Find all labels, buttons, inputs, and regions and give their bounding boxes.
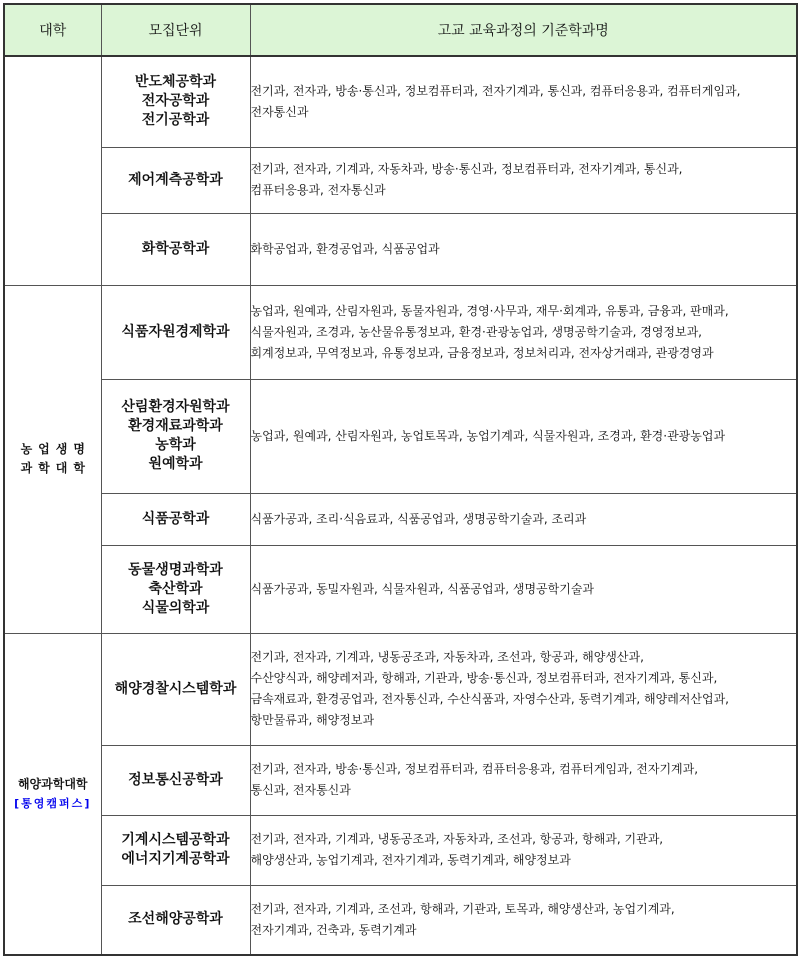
course-list-line: 컴퓨터응용과, 전자통신과 bbox=[250, 183, 386, 197]
table-row bbox=[4, 213, 797, 285]
course-list-cell bbox=[250, 213, 797, 285]
table-body bbox=[4, 56, 797, 955]
course-list-line: 전기과, 전자과, 방송·통신과, 정보컴퓨터과, 컴퓨터응용과, 컴퓨터게임과, 전자기계과, bbox=[250, 762, 699, 776]
course-list-line: 화학공업과, 환경공업과, 식품공업과 bbox=[250, 241, 440, 256]
campus-label: [통영캠퍼스] bbox=[14, 796, 92, 810]
course-list-cell bbox=[250, 545, 797, 633]
recruit-unit-cell bbox=[101, 815, 250, 885]
table-row bbox=[4, 885, 797, 955]
recruit-unit-name: 축산학과 bbox=[148, 580, 203, 597]
course-list-line: 금속재료과, 환경공업과, 전자통신과, 수산식품과, 자영수산과, 동력기계과, 해양레저산업과, bbox=[250, 692, 729, 706]
college-name-line: 과학대학 bbox=[20, 461, 91, 475]
recruit-unit-name: 동물생명과학과 bbox=[128, 561, 223, 578]
recruit-unit-name: 화학공학과 bbox=[141, 240, 210, 257]
course-list-cell bbox=[250, 147, 797, 213]
course-list-line: 전기과, 전자과, 방송·통신과, 정보컴퓨터과, 전자기계과, 통신과, 컴퓨터응용과, 컴퓨터게임과, bbox=[250, 83, 741, 98]
course-list-cell bbox=[250, 815, 797, 885]
recruit-unit-name: 전기공학과 bbox=[141, 112, 210, 129]
course-list-line: 항만물류과, 해양정보과 bbox=[250, 713, 375, 727]
table-row bbox=[4, 633, 797, 745]
recruit-unit-name: 조선해양공학과 bbox=[128, 911, 223, 928]
table-row bbox=[4, 745, 797, 815]
course-list-cell bbox=[250, 493, 797, 545]
course-list-line: 전자통신과 bbox=[250, 104, 309, 119]
header-college: 대학 bbox=[4, 4, 101, 56]
course-list-cell bbox=[250, 285, 797, 379]
recruit-unit-cell bbox=[101, 545, 250, 633]
table-row bbox=[4, 147, 797, 213]
recruit-unit-cell bbox=[101, 885, 250, 955]
recruit-unit-name: 원예학과 bbox=[148, 456, 203, 472]
recruit-unit-name: 에너지기계공학과 bbox=[121, 851, 230, 867]
recruit-unit-name: 식품공학과 bbox=[141, 510, 210, 527]
table-row bbox=[4, 815, 797, 885]
table-header-row bbox=[4, 4, 797, 56]
recruit-unit-cell bbox=[101, 147, 250, 213]
recruit-unit-name: 반도체공학과 bbox=[134, 74, 217, 91]
course-list-line: 해양생산과, 농업기계과, 전자기계과, 동력기계과, 해양정보과 bbox=[250, 853, 571, 867]
table-row bbox=[4, 56, 797, 147]
course-list-cell bbox=[250, 379, 797, 493]
recruit-unit-name: 전자공학과 bbox=[141, 93, 210, 110]
course-list-line: 수산양식과, 해양레저과, 항해과, 기관과, 방송·통신과, 정보컴퓨터과, 전자기계과, 통신과, bbox=[250, 671, 718, 685]
table-row bbox=[4, 493, 797, 545]
recruit-unit-name: 제어계측공학과 bbox=[128, 171, 223, 188]
recruit-unit-cell bbox=[101, 633, 250, 745]
college-name-line: 해양과학대학 bbox=[17, 776, 88, 791]
recruit-unit-name: 식품자원경제학과 bbox=[121, 323, 230, 340]
recruit-unit-name: 산림환경자원학과 bbox=[121, 399, 230, 415]
header-courses: 고교 교육과정의 기준학과명 bbox=[250, 4, 797, 56]
course-list-line: 전기과, 전자과, 기계과, 자동차과, 방송·통신과, 정보컴퓨터과, 전자기계과, 통신과, bbox=[250, 162, 683, 176]
course-list-cell bbox=[250, 56, 797, 147]
course-list-line: 식품가공과, 동밀자원과, 식물자원과, 식품공업과, 생명공학기술과 bbox=[250, 581, 595, 596]
course-list-line: 식물자원과, 조경과, 농산물유통정보과, 환경·관광농업과, 생명공학기술과, 경영정보과, bbox=[250, 324, 702, 339]
recruit-unit-name: 식물의학과 bbox=[141, 599, 210, 616]
course-list-line: 식품가공과, 조리·식음료과, 식품공업과, 생명공학기술과, 조리과 bbox=[250, 511, 587, 526]
course-list-cell bbox=[250, 633, 797, 745]
college-name-line: 농업생명 bbox=[20, 442, 91, 456]
table-row bbox=[4, 545, 797, 633]
course-list-line: 회계정보과, 무역정보과, 유통정보과, 금융정보과, 정보처리과, 전자상거래과, 관광경영과 bbox=[250, 345, 714, 360]
table-row bbox=[4, 285, 797, 379]
college-cell bbox=[4, 56, 101, 285]
header-unit: 모집단위 bbox=[101, 4, 250, 56]
recruit-unit-name: 농학과 bbox=[155, 437, 196, 453]
college-cell bbox=[4, 285, 101, 633]
college-cell bbox=[4, 633, 101, 955]
course-list-cell bbox=[250, 745, 797, 815]
course-list-line: 전기과, 전자과, 기계과, 조선과, 항해과, 기관과, 토목과, 해양생산과, 농업기계과, bbox=[250, 901, 675, 916]
course-list-line: 통신과, 전자통신과 bbox=[250, 783, 351, 797]
course-list-line: 전기과, 전자과, 기계과, 냉동공조과, 자동차과, 조선과, 항공과, 해양생산과, bbox=[250, 650, 644, 664]
table-row bbox=[4, 379, 797, 493]
recruit-unit-name: 환경재료과학과 bbox=[128, 418, 223, 434]
recruit-unit-cell bbox=[101, 493, 250, 545]
course-list-line: 농업과, 원예과, 산림자원과, 농업토목과, 농업기계과, 식물자원과, 조경과, 환경·관광농업과 bbox=[250, 428, 726, 443]
recruit-unit-cell bbox=[101, 285, 250, 379]
recruit-unit-cell bbox=[101, 213, 250, 285]
course-list-line: 농업과, 원예과, 산림자원과, 동물자원과, 경영·사무과, 재무·회계과, 유통과, 금융과, 판매과, bbox=[250, 303, 729, 318]
course-list-line: 전기과, 전자과, 기계과, 냉동공조과, 자동차과, 조선과, 항공과, 항해과, 기관과, bbox=[250, 832, 664, 846]
recruit-unit-name: 해양경찰시스템학과 bbox=[114, 680, 237, 697]
recruit-unit-name: 기계시스템공학과 bbox=[121, 832, 230, 848]
course-list-line: 전자기계과, 건축과, 동력기계과 bbox=[250, 922, 417, 937]
recruit-unit-cell bbox=[101, 379, 250, 493]
recruit-unit-name: 정보통신공학과 bbox=[128, 771, 223, 788]
major-course-table bbox=[3, 3, 798, 956]
recruit-unit-cell bbox=[101, 56, 250, 147]
course-list-cell bbox=[250, 885, 797, 955]
recruit-unit-cell bbox=[101, 745, 250, 815]
